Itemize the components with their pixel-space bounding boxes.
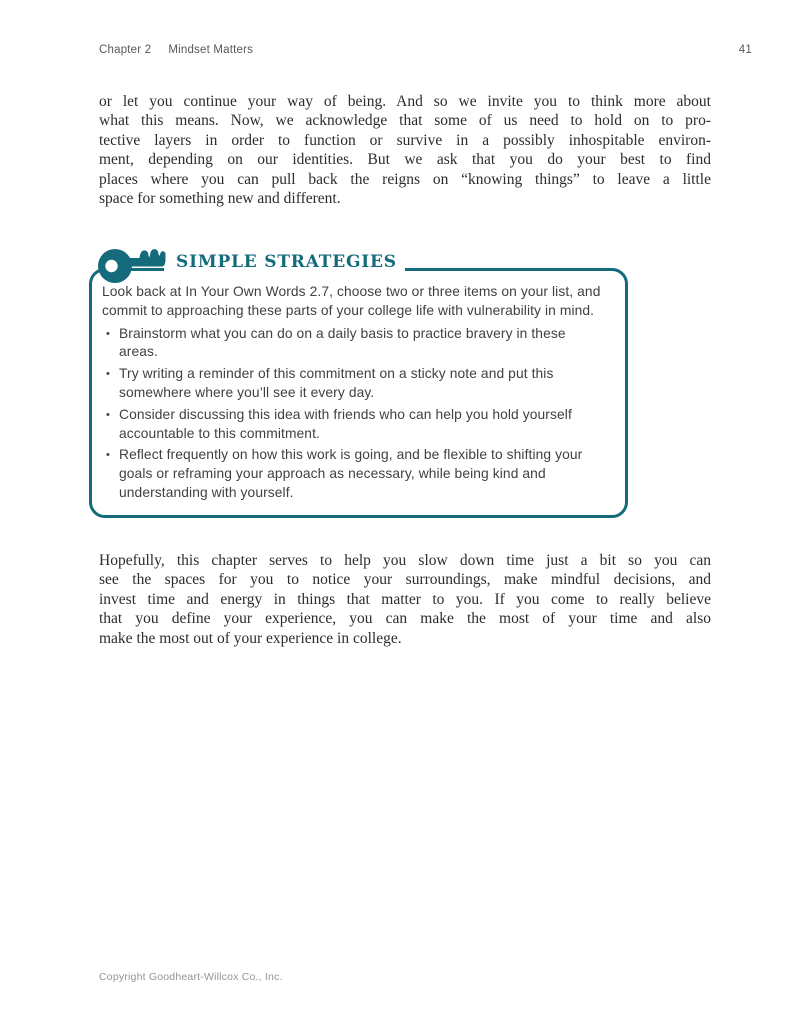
- bullet-item: [102, 365, 601, 403]
- paragraph-line: space for something new and different.: [99, 190, 341, 208]
- bullet-text: Reflect frequently on how this work is going, and be flexible to shifting your goals or reframing your approach as necessary, while being kind and understanding with yourself.: [119, 447, 583, 500]
- strategies-heading: [97, 240, 405, 284]
- closing-paragraph: [99, 551, 711, 648]
- key-icon: [97, 240, 167, 284]
- paragraph-line: see the spaces for you to notice your surroundings, make mindful decisions, and: [99, 571, 711, 589]
- strategies-title: SIMPLE STRATEGIES: [174, 252, 405, 272]
- bullet-marker: •: [106, 368, 110, 381]
- paragraph-line: or let you continue your way of being. And so we invite you to think more about: [99, 93, 711, 110]
- copyright-footer: [99, 971, 283, 983]
- copyright-text: Copyright Goodheart-Willcox Co., Inc.: [99, 971, 283, 983]
- paragraph-line: places where you can pull back the reigns on “knowing things” to leave a little: [99, 170, 711, 188]
- bullet-item: [102, 325, 601, 363]
- paragraph-line: ment, depending on our identities. But we ask that you do your best to find: [99, 151, 711, 169]
- bullet-item: [102, 446, 601, 502]
- bullet-text: Consider discussing this idea with friends who can help you hold yourself accountable to this commitment.: [119, 406, 572, 441]
- page-header: [99, 44, 752, 56]
- paragraph-line: what this means. Now, we acknowledge that some of us need to hold on to pro-: [99, 112, 711, 130]
- chapter-label: Chapter 2: [99, 44, 152, 56]
- bullet-marker: •: [106, 449, 110, 462]
- bullet-marker: •: [106, 327, 110, 340]
- simple-strategies-box: [89, 252, 628, 518]
- paragraph-line: that you define your experience, you can make the most of your time and also: [99, 610, 711, 628]
- bullet-text: Try writing a reminder of this commitment on a sticky note and put this somewhere where you’ll see it every day.: [119, 366, 554, 400]
- paragraph-line: Hopefully, this chapter serves to help you slow down time just a bit so you can: [99, 552, 711, 569]
- strategies-content: [92, 271, 625, 503]
- chapter-title: Mindset Matters: [168, 44, 254, 56]
- page-number: 41: [738, 44, 752, 56]
- opening-paragraph: [99, 92, 711, 208]
- paragraph-line: invest time and energy in things that matter to you. If you come to really believe: [99, 590, 711, 608]
- paragraph-line: make the most out of your experience in college.: [99, 629, 402, 647]
- paragraph-line: tective layers in order to function or survive in a possibly inhospitable environ-: [99, 131, 711, 149]
- bullet-text: Brainstorm what you can do on a daily basis to practice bravery in these areas.: [119, 325, 566, 360]
- bullet-item: [102, 406, 601, 444]
- strategies-intro: Look back at In Your Own Words 2.7, choose two or three items on your list, and commit to approaching these parts of your college life with vulnerability in mind.: [102, 284, 601, 318]
- bullet-marker: •: [106, 408, 110, 421]
